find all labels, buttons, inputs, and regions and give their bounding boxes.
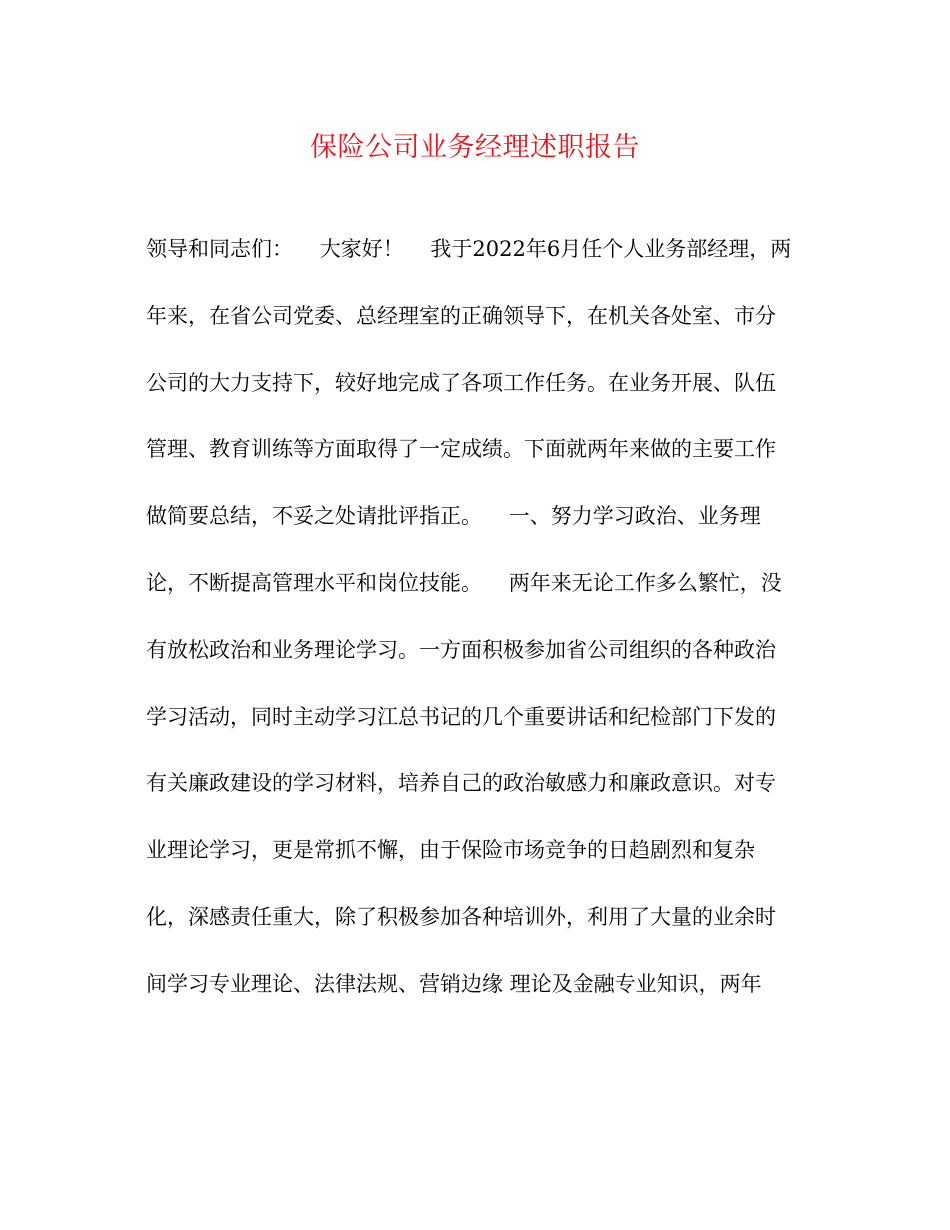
body-line: 间学习专业理论、法律法规、营销边缘 理论及金融专业知识，两年 [146,971,762,996]
body-line: 管理、教育训练等方面取得了一定成绩。下面就两年来做的主要工作 [146,437,776,462]
body-line: 化，深感责任重大，除了积极参加各种培训外，利用了大量的业余时 [146,904,776,929]
document-title: 保险公司业务经理述职报告 [310,132,640,163]
body-line: 论，不断提高管理水平和岗位技能。 两年来无论工作多么繁忙，没 [146,570,782,595]
body-line: 年来，在省公司党委、总经理室的正确领导下，在机关各处室、市分 [146,303,776,328]
body-line: 业理论学习，更是常抓不懈，由于保险市场竞争的日趋剧烈和复杂 [146,838,755,863]
document-body [146,229,806,1031]
body-line: 领导和同志们： 大家好！ 我于2022年6月任个人业务部经理，两 [146,237,792,261]
body-line: 有关廉政建设的学习材料，培养自己的政治敏感力和廉政意识。对专 [146,771,776,796]
body-line: 做简要总结，不妥之处请批评指正。 一、努力学习政治、业务理 [146,504,761,529]
body-line: 学习活动，同时主动学习江总书记的几个重要讲话和纪检部门下发的 [146,704,776,729]
body-line: 有放松政治和业务理论学习。一方面积极参加省公司组织的各种政治 [146,637,776,662]
body-line: 公司的大力支持下，较好地完成了各项工作任务。在业务开展、队伍 [146,370,776,395]
